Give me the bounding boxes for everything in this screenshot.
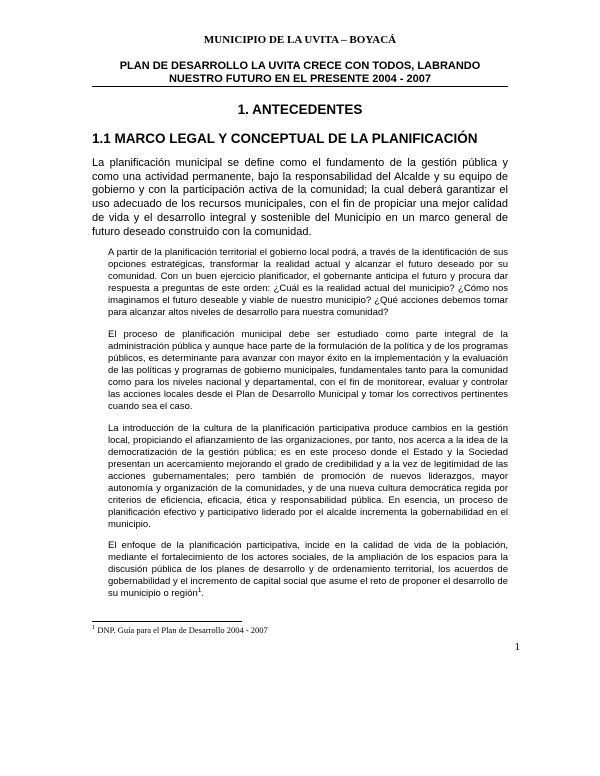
section-heading: 1. ANTECEDENTES	[237, 102, 363, 117]
quote-paragraph-4: El enfoque de la planificación participativa, incide en la calidad de vida de la población, mediante el fortalecimiento de los actores sociales, de la ampliación de los espacios para la discusión pública de los planes de desarrollo y de ordenamiento territorial, los acuerdos de gobernabilidad y el incremento de capital social que asume el reto de proponer el desarrollo de su municipio o región$^1$.	[108, 540, 508, 599]
header-municipality: MUNICIPIO DE LA UVITA – BOYACÁ	[203, 34, 397, 46]
footnote	[92, 625, 512, 635]
section-subheading: 1.1 MARCO LEGAL Y CONCEPTUAL DE LA PLANIFICACIÓN	[92, 131, 478, 146]
quote-paragraph-3: La introducción de la cultura de la planificación participativa produce cambios en la gestión local, propiciando el afianzamiento de las organizaciones, por tanto, nos acerca a la idea de la democratización de la gestión pública; es en este proceso donde el Estado y la Sociedad presentan un acercamiento mejorando el grado de credibilidad y a la vez de legitimidad de las acciones gubernamentales; pero también de promoción de nuevos liderazgos, mayor autonomía y organización de la comunidades, y de una nueva cultura democrática regida por criterios de eficiencia, eficacia, ética y responsabilidad pública. En esencia, un proceso de planificación efectivo y participativo liderado por el alcalde incrementa la gobernabilidad en el municipio.	[108, 423, 508, 530]
footnote-marker: 1	[92, 624, 96, 632]
footnote-text: DNP. Guía para el Plan de Desarrollo 2004 - 2007	[95, 625, 268, 635]
quote-paragraph-1: A partir de la planificación territorial el gobierno local podrá, a través de la identificación de sus opciones estratégicas, transformar la realidad actual y alcanzar el futuro deseado por su comunidad. Con un buen ejercicio planificador, el gobernante anticipa el futuro y procura dar respuesta a preguntas de este orden: ¿Cuál es la realidad actual del municipio? ¿Cómo nos imaginamos el futuro deseable y viable de nuestro municipio? ¿Qué acciones debemos tomar para alcanzar altos niveles de desarrollo para nuestra comunidad?	[108, 247, 508, 318]
footnote-reference[interactable]: 1	[197, 586, 202, 594]
header-plan-title: PLAN DE DESARROLLO LA UVITA CRECE CON TODOS, LABRANDO NUESTRO FUTURO EN EL PRESENTE 2004 - 2007	[119, 60, 481, 85]
header-divider	[92, 86, 508, 87]
page-number: 1	[514, 641, 520, 653]
intro-paragraph: La planificación municipal se define como el fundamento de la gestión pública y como una actividad permanente, bajo la responsabilidad del Alcalde y su equipo de gobierno y con la participación activa de la comunidad; la cual deberá garantizar el uso adecuado de los recursos municipales, con el fin de propiciar una mejor calidad de vida y el desarrollo integral y sostenible del Municipio en un marco general de futuro deseado construido con la comunidad.	[92, 157, 508, 238]
quote-paragraph-2: El proceso de planificación municipal debe ser estudiado como parte integral de la administración pública y aunque hace parte de la formulación de la política y de los programas públicos, es determinante para avanzar con mayor éxito en la implementación y la evaluación de las políticas y programas de gobierno municipales, fundamentales tanto para la comunidad como para los niveles nacional y departamental, con el fin de monitorear, evaluar y controlar las acciones locales desde el Plan de Desarrollo Municipal y tomar los correctivos pertinentes cuando sea el caso.	[108, 329, 508, 412]
quote-paragraph-4-text: El enfoque de la planificación participativa, incide en la calidad de vida de la población, mediante el fortalecimiento de los actores sociales, de la ampliación de los espacios para la discusión pública de los planes de desarrollo y de ordenamiento territorial, los acuerdos de gobernabilidad y el incremento de capital social que asume el reto de proponer el desarrollo de su municipio o región	[108, 540, 508, 599]
footnote-divider	[92, 621, 242, 622]
